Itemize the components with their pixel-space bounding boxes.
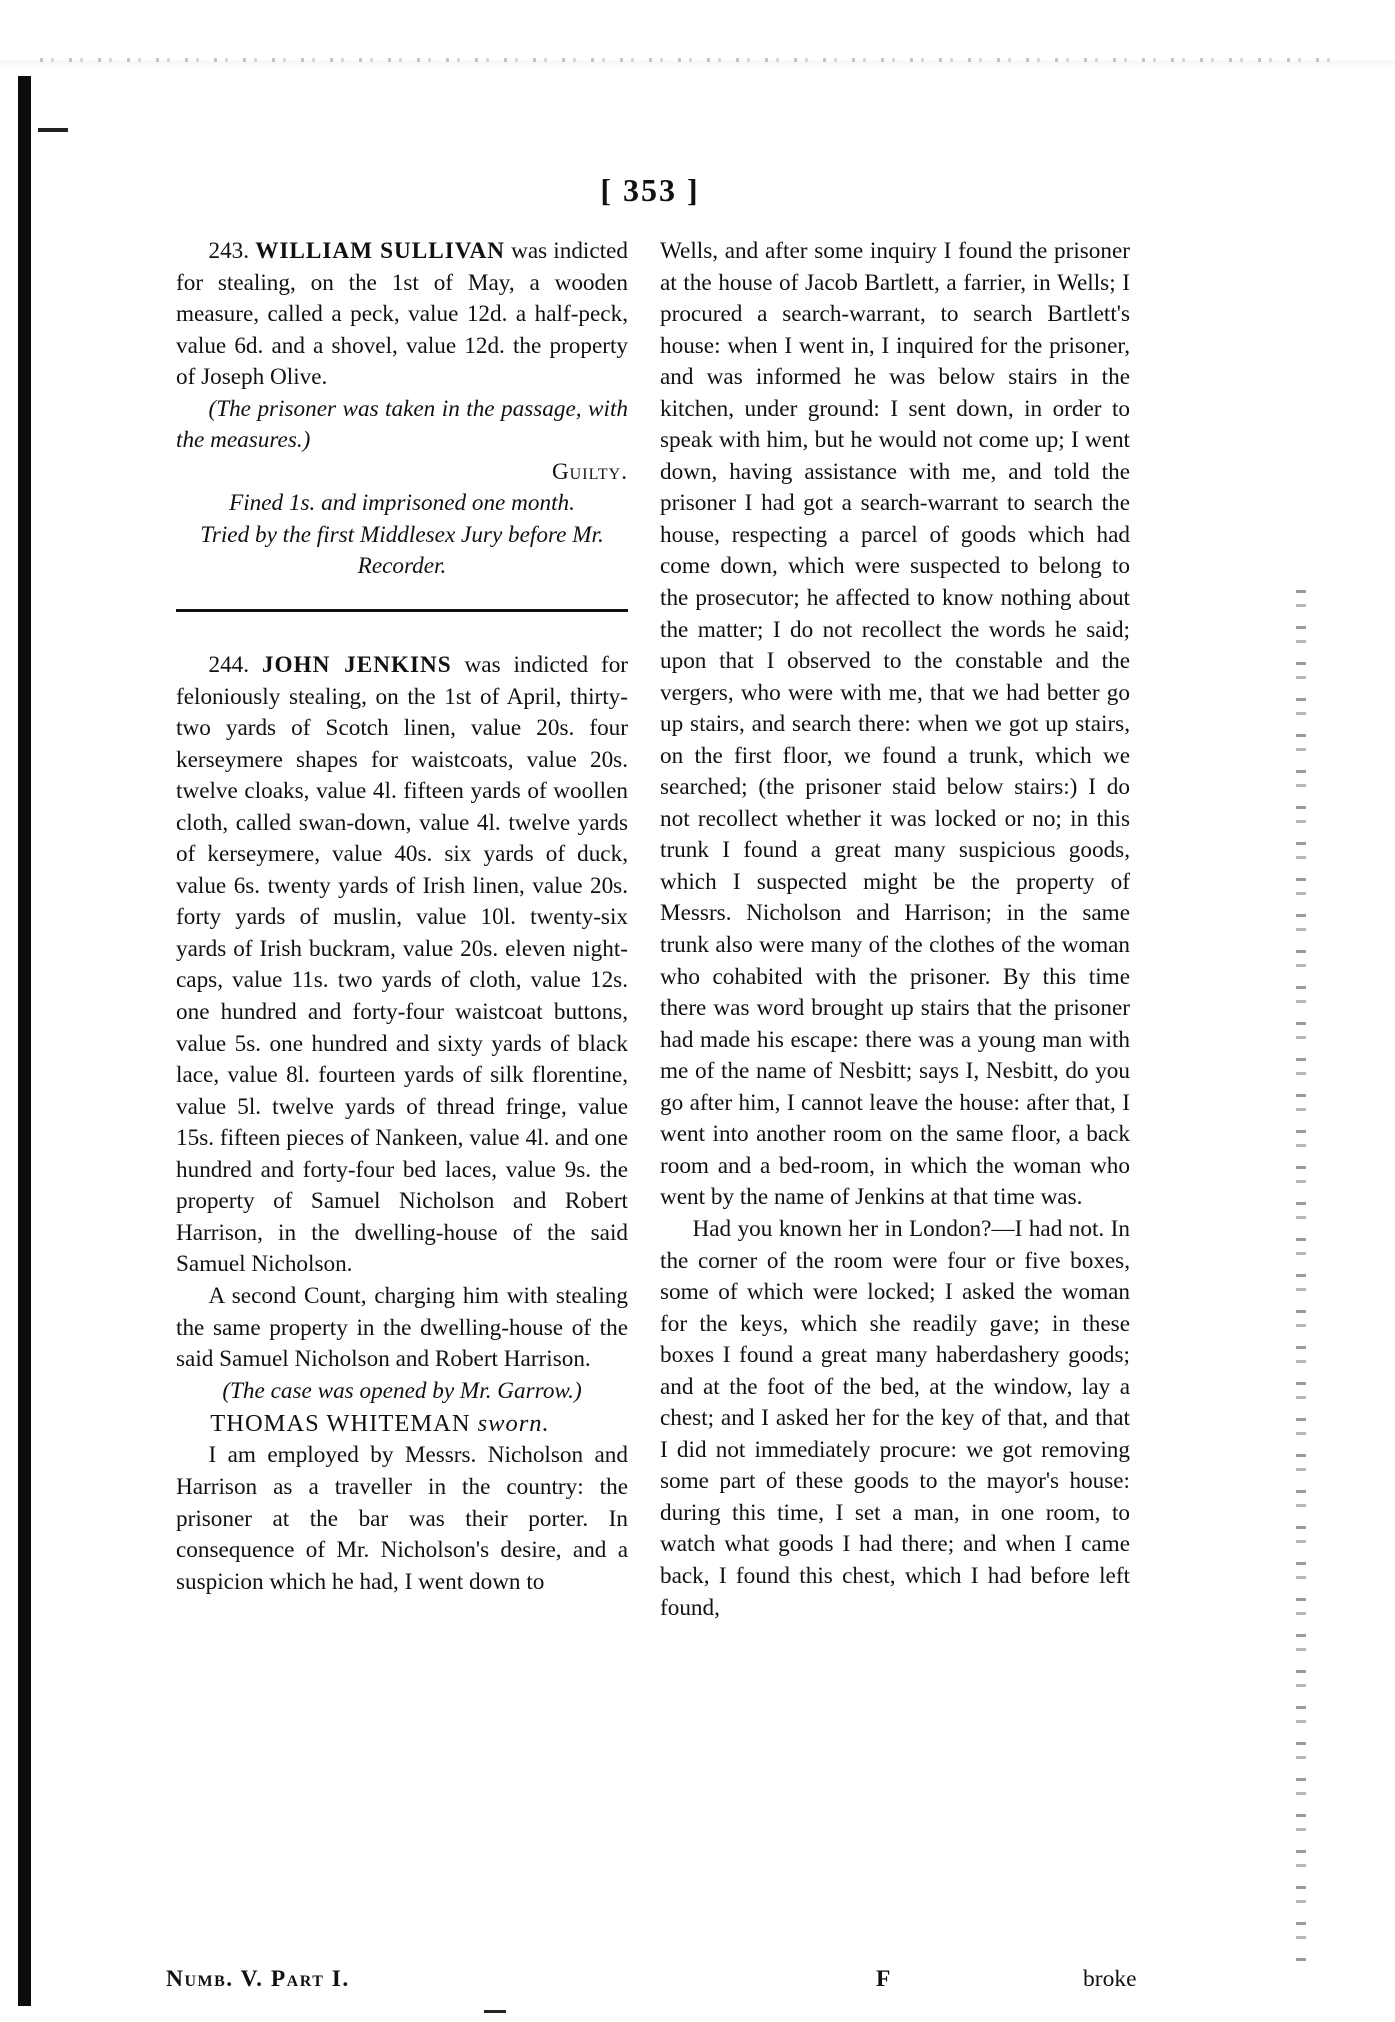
left-column (176, 236, 628, 1598)
sworn-label: sworn. (477, 1410, 550, 1438)
witness-testimony: I am employed by Messrs. Nicholson and Harrison as a traveller in the country: the prisoner at the bar was their porter. In consequence of Mr. Nicholson's desire, and a suspicion which he had, I went down to (176, 1442, 628, 1595)
defendant-name: WILLIAM SULLIVAN (255, 238, 505, 264)
testimony-paragraph: Had you known her in London?—I had not. In the corner of the room were four or five boxes, some of which were locked; I asked the woman for the keys, which she readily gave; in these boxes I found a great many haberdashery goods; and at the foot of the bed, at the window, lay a chest; and I asked her for the key of that, and that I did not immediately procure: we got removing some part of these goods to the mayor's house: during this time, I set a man, in one room, to watch what goods I had there; and when I came back, I found this chest, which I had before left found, (660, 1215, 1130, 1621)
case-244-indictment (176, 650, 628, 1281)
page-edge-artifact (1296, 590, 1306, 1970)
sentence: Fined 1s. and imprisoned one month. (229, 490, 575, 517)
testimony-paragraph: Wells, and after some inquiry I found the prisoner at the house of Jacob Bartlett, a farrier, in Wells; I procured a search-warrant, to search Bartlett's house: when I went in, I inquired for the prisoner, and was informed he was below stairs in the kitchen, under ground: I sent down, in order to speak with him, but he would not come up; I went down, having assistance with me, and told the prisoner I had got a search-warrant to search the house, respecting a parcel of goods which had come down, which were suspected to belong to the prosecutor; he affected to know nothing about the matter; I do not recollect the words he said; upon that I observed to the constable and the vergers, who were with me, that we had better go up stairs, and search there: when we got up stairs, on the first floor, we found a trunk, which we searched; (the prisoner staid below stairs:) I do not recollect whether it was locked or no; in this trunk I found a great many suspicious goods, which I suspected might be the property of Messrs. Nicholson and Harrison; in the same trunk also were many of the clothes of the woman who cohabited with the prisoner. By this time there was word brought up stairs that the prisoner had made his escape: there was a young man with me of the name of Nesbitt; says I, Nesbitt, do you go after him, I cannot leave the house: after that, I went into another room on the same floor, a back room and a bed-room, in which the woman who went by the name of Jenkins at that time was. (660, 238, 1130, 1211)
catchword: broke (1083, 1966, 1137, 1992)
witness-name: THOMAS WHITEMAN (210, 1410, 471, 1438)
scan-top-margin (0, 0, 1395, 90)
second-count: A second Count, charging him with stealing the same property in the dwelling-house of the said Samuel Nicholson and Robert Harrison. (176, 1282, 628, 1373)
binding-shadow (18, 76, 31, 2006)
tried-by: Tried by the first Middlesex Jury before Mr. Recorder. (200, 521, 604, 580)
right-column (660, 236, 1130, 1624)
margin-mark (38, 128, 68, 132)
indictment-text: was indicted for stealing, on the 1st of May, a wooden measure, called a peck, value 12d. a half-peck, value 6d. and a shovel, value 12d. the property of Joseph Olive. (176, 238, 628, 391)
verdict: Guilty. (551, 458, 628, 485)
indictment-text: was indicted for feloniously stealing, on the 1st of April, thirty-two yards of Scotch linen, value 20s. four kerseymere shapes for waistcoats, value 20s. twelve cloaks, value 4l. fifteen yards of woollen cloth, called swan-down, value 4l. twelve yards of kerseymere, value 40s. six yards of duck, value 6s. twenty yards of Irish linen, value 20s. forty yards of muslin, value 10l. twenty-six yards of Irish buckram, value 20s. eleven night-caps, value 11s. two yards of cloth, value 12s. one hundred and forty-four waistcoat buttons, value 5s. one hundred and sixty yards of black lace, value 8l. fourteen yards of silk florentine, value 5l. twelve yards of thread fringe, value 15s. fifteen pieces of Nankeen, value 4l. and one hundred and forty-four bed laces, value 9s. the property of Samuel Nicholson and Robert Harrison, in the dwelling-house of the said Samuel Nicholson. (176, 652, 629, 1278)
case-opened: (The case was opened by Mr. Garrow.) (222, 1377, 582, 1404)
page-number: [ 353 ] (600, 172, 700, 208)
defendant-name: JOHN JENKINS (261, 652, 452, 679)
case-243-indictment (176, 236, 628, 394)
case-number: 243. (208, 238, 250, 264)
signature-mark: F (876, 1966, 891, 1992)
witness-heading (176, 1407, 628, 1440)
case-number: 244. (208, 652, 250, 679)
footer-dash (484, 2010, 506, 2013)
section-divider (176, 609, 628, 612)
footer-part-label: Numb. V. Part I. (166, 1966, 350, 1992)
scan-noise (40, 58, 1340, 62)
case-note: (The prisoner was taken in the passage, with the measures.) (176, 395, 628, 454)
